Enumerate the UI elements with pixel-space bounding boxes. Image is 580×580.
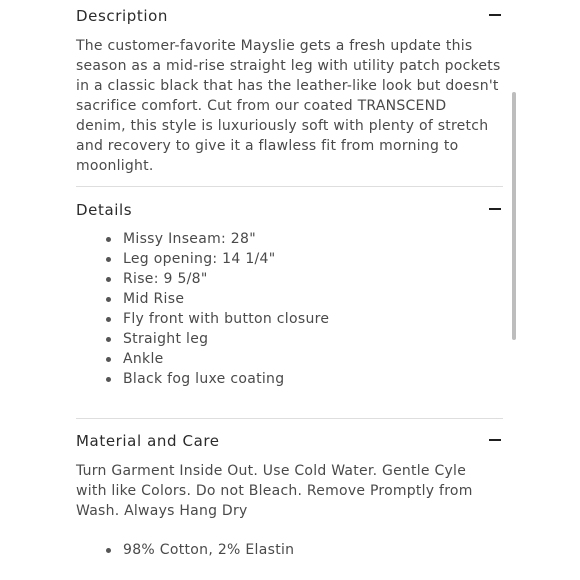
list-item (76, 229, 503, 249)
description-section (76, 4, 503, 28)
bullet-icon (106, 357, 111, 362)
list-item (76, 249, 503, 269)
list-item-text: Straight leg (123, 331, 209, 347)
divider (76, 418, 503, 419)
bullet-icon (106, 317, 111, 322)
minus-icon[interactable] (489, 208, 501, 210)
bullet-icon (106, 237, 111, 242)
description-text: The customer-favorite Mayslie gets a fresh update this season as a mid-rise straight leg with utility patch pockets in a classic black that has the leather-like look but doesn't sacrifice comfort. Cut from our coated TRANSCEND denim, this style is luxuriously soft with plenty of stretch and recovery to give it a flawless fit from morning to moonlight. (76, 38, 501, 174)
list-item-text: Missy Inseam: 28" (123, 231, 256, 247)
material-care-section (76, 429, 503, 453)
details-header[interactable] (76, 198, 503, 222)
list-item-text: 98% Cotton, 2% Elastin (123, 542, 295, 558)
material-care-title: Material and Care (76, 432, 220, 450)
bullet-icon (106, 257, 111, 262)
list-item-text: Leg opening: 14 1/4" (123, 251, 276, 267)
list-item (76, 540, 503, 560)
bullet-icon (106, 377, 111, 382)
details-section (76, 198, 503, 222)
minus-icon[interactable] (489, 439, 501, 441)
list-item (76, 349, 503, 369)
list-item (76, 289, 503, 309)
bullet-icon (106, 297, 111, 302)
list-item (76, 329, 503, 349)
list-item-text: Rise: 9 5/8" (123, 271, 208, 287)
list-item (76, 309, 503, 329)
list-item-text: Mid Rise (123, 291, 185, 307)
list-item-text: Black fog luxe coating (123, 371, 285, 387)
list-item (76, 269, 503, 289)
material-care-text: Turn Garment Inside Out. Use Cold Water. Gentle Cyle with like Colors. Do not Bleach. Remove Promptly from Wash. Always Hang Dry (76, 463, 473, 519)
material-list (76, 540, 503, 560)
scrollbar[interactable] (512, 92, 516, 340)
divider (76, 186, 503, 187)
details-list (76, 229, 503, 389)
description-header[interactable] (76, 4, 503, 28)
list-item-text: Ankle (123, 351, 164, 367)
bullet-icon (106, 548, 111, 553)
description-title: Description (76, 7, 169, 25)
minus-icon[interactable] (489, 14, 501, 16)
bullet-icon (106, 337, 111, 342)
material-care-header[interactable] (76, 429, 503, 453)
list-item-text: Fly front with button closure (123, 311, 330, 327)
list-item (76, 369, 503, 389)
details-title: Details (76, 201, 133, 219)
bullet-icon (106, 277, 111, 282)
